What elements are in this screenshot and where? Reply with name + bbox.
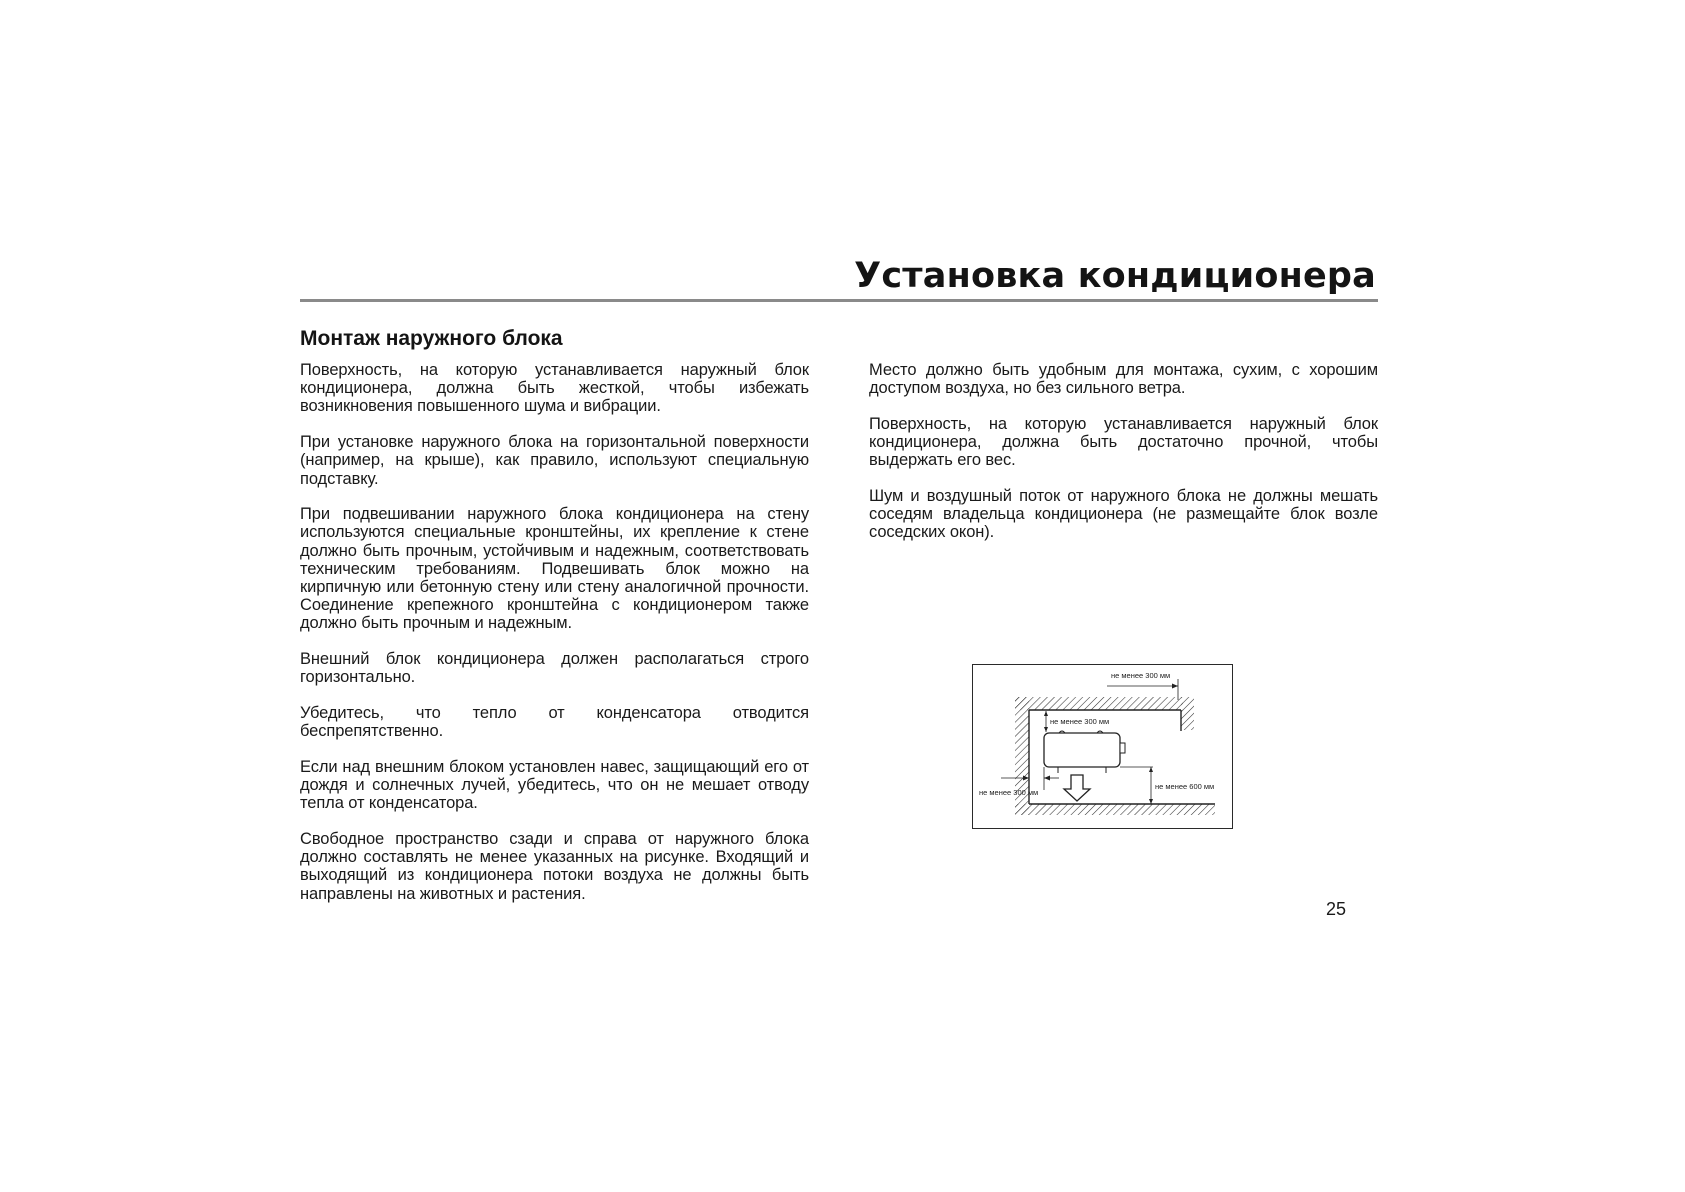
airflow-arrow — [1064, 775, 1090, 801]
paragraph: Место должно быть удобным для монтажа, сухим, с хорошим доступом воздуха, но без сильного ветра. — [869, 361, 1378, 398]
dimension-label-top-right: не менее 300 мм — [1111, 671, 1171, 680]
outdoor-unit — [1044, 733, 1120, 767]
paragraph: Шум и воздушный поток от наружного блока не должны мешать соседям владельца кондиционера (не размещайте блок возле соседских окон). — [869, 487, 1378, 542]
title-divider — [300, 299, 1378, 302]
dimension-label-top: не менее 300 мм — [1050, 717, 1110, 726]
paragraph: Поверхность, на которую устанавливается наружный блок кондиционера, должна быть достаточно прочной, чтобы выдержать его вес. — [869, 414, 1378, 470]
dimension-label-left: не менее 300 мм — [979, 788, 1039, 797]
floor-hatch — [1015, 804, 1215, 815]
paragraph: При установке наружного блока на горизонтальной поверхности (например, на крыше), как правило, используют специальную подставку. — [300, 433, 809, 488]
paragraph: Если над внешним блоком установлен навес, защищающий его от дождя и солнечных лучей, убедитесь, что он не мешает отводу тепла от конденсатора. — [300, 757, 809, 813]
paragraph: Внешний блок кондиционера должен располагаться строго горизонтально. — [300, 650, 809, 687]
clearance-diagram-drawing — [973, 665, 1234, 830]
left-column — [300, 361, 809, 920]
paragraph: Поверхность, на которую устанавливается наружный блок кондиционера, должна быть жесткой, чтобы избежать возникновения повышенного шума и вибрации. — [300, 361, 809, 416]
ceiling-hatch — [1015, 697, 1183, 710]
paragraph: Убедитесь, что тепло от конденсатора отводится беспрепятственно. — [300, 704, 809, 741]
paragraph: При подвешивании наружного блока кондиционера на стену используются специальные кронштейны, их крепление к стене должно быть прочным, устойчивым и надежным, соответствовать техническим требованиям. Подвешивать блок можно на кирпичную или бетонную стену или стену аналогичной прочности. Соединение крепежного кронштейна с кондиционером также должно быть прочным и надежным. — [300, 505, 809, 633]
left-wall-hatch — [1015, 697, 1029, 815]
installation-clearance-diagram — [972, 664, 1233, 829]
page-number: 25 — [1326, 899, 1347, 919]
dimension-label-right: не менее 600 мм — [1155, 782, 1215, 791]
paragraph: Свободное пространство сзади и справа от наружного блока должно составлять не менее указанных на рисунке. Входящий и выходящий из кондиционера потоки воздуха не должны быть направлены на животных и растения. — [300, 830, 809, 903]
section-heading: Монтаж наружного блока — [300, 327, 563, 350]
right-column — [869, 361, 1378, 559]
right-wall-hatch — [1181, 697, 1194, 730]
page-title: Установка кондиционера — [854, 256, 1376, 296]
